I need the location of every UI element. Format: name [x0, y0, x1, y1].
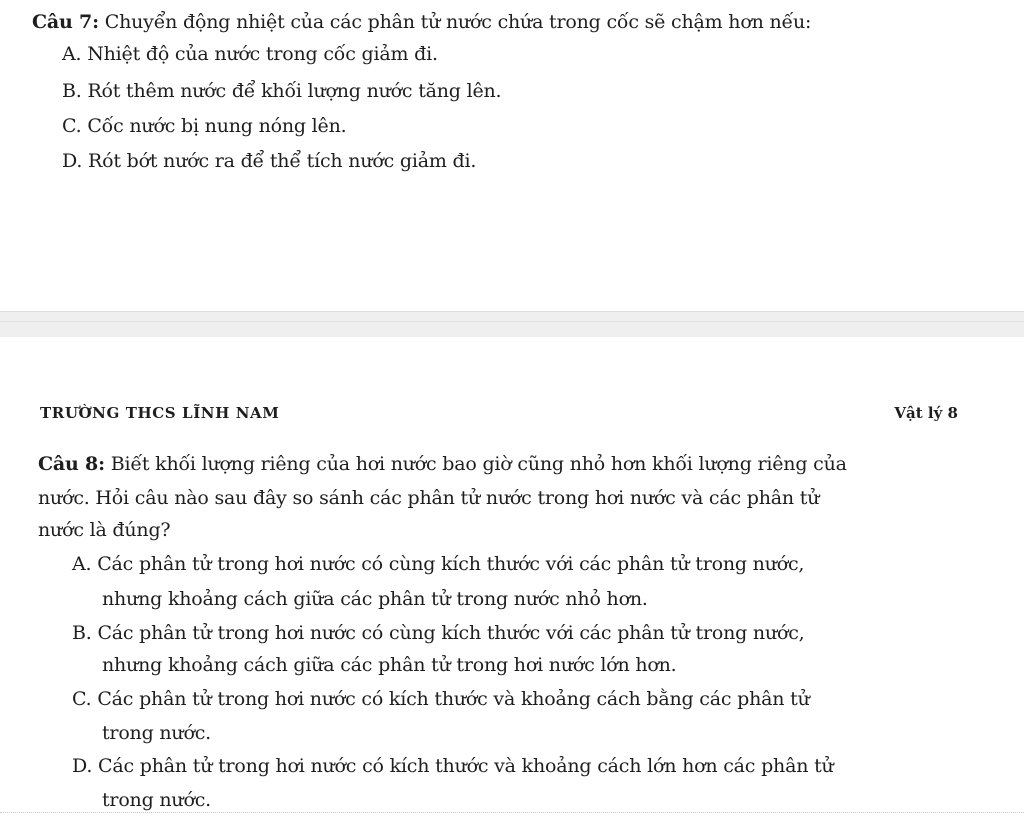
- question-8-number: Câu 8:: [38, 453, 105, 475]
- page-bottom-edge: [0, 812, 1024, 814]
- question-8-option-d-line-2: trong nước.: [102, 789, 211, 811]
- school-name: TRƯỜNG THCS LĨNH NAM: [40, 404, 280, 422]
- question-8-stem-line-2: nước. Hỏi câu nào sau đây so sánh các phân tử nước trong hơi nước và các phân tử: [38, 487, 820, 509]
- subject-label: Vật lý 8: [894, 404, 958, 422]
- question-7-text: Chuyển động nhiệt của các phân tử nước chứa trong cốc sẽ chậm hơn nếu:: [98, 11, 812, 33]
- question-8-option-b-line-2: nhưng khoảng cách giữa các phân tử trong hơi nước lớn hơn.: [102, 654, 677, 676]
- question-7-stem: [32, 10, 811, 34]
- question-8-option-a-line-2: nhưng khoảng cách giữa các phân tử trong nước nhỏ hơn.: [102, 588, 648, 610]
- question-8-option-c-line-1: C. Các phân tử trong hơi nước có kích thước và khoảng cách bằng các phân tử: [72, 688, 810, 710]
- question-8-option-d-line-1: D. Các phân tử trong hơi nước có kích thước và khoảng cách lớn hơn các phân tử: [72, 755, 834, 777]
- page-separator: [0, 311, 1024, 338]
- question-8-option-b-line-1: B. Các phân tử trong hơi nước có cùng kích thước với các phân tử trong nước,: [72, 622, 805, 644]
- question-7-number: Câu 7:: [32, 11, 99, 33]
- question-8-stem-line-3: nước là đúng?: [38, 519, 171, 541]
- question-8-stem-line-1: [38, 452, 847, 476]
- question-8-option-a-line-1: A. Các phân tử trong hơi nước có cùng kích thước với các phân tử trong nước,: [72, 553, 805, 575]
- question-7-option-c: C. Cốc nước bị nung nóng lên.: [62, 115, 347, 137]
- question-7-option-a: A. Nhiệt độ của nước trong cốc giảm đi.: [62, 43, 438, 65]
- question-7-option-d: D. Rót bớt nước ra để thể tích nước giảm đi.: [62, 150, 477, 172]
- separator-line: [0, 321, 1024, 322]
- question-8-option-c-line-2: trong nước.: [102, 722, 211, 744]
- question-7-option-b: B. Rót thêm nước để khối lượng nước tăng lên.: [62, 80, 502, 102]
- question-8-text: Biết khối lượng riêng của hơi nước bao giờ cũng nhỏ hơn khối lượng riêng của: [104, 453, 847, 475]
